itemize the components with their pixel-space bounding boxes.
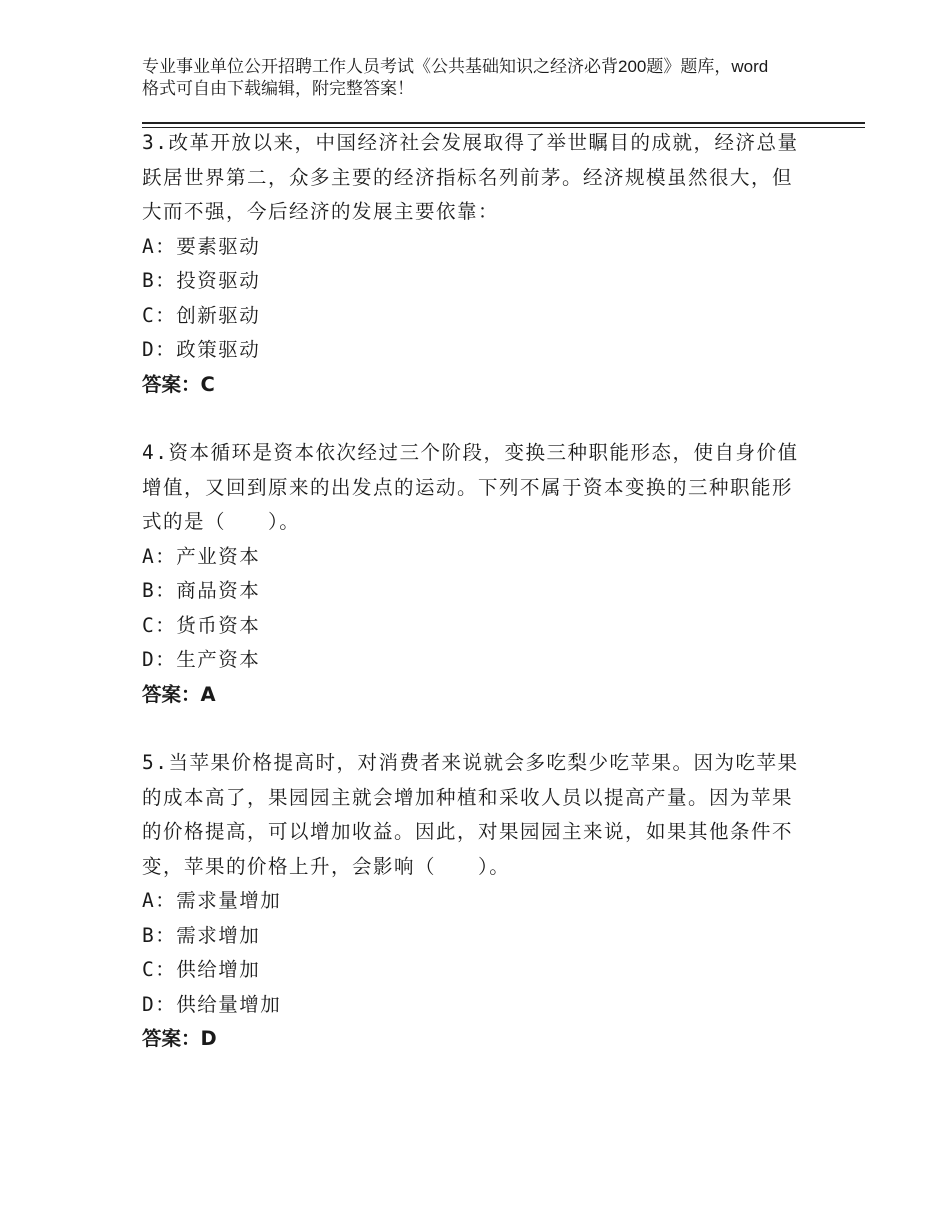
option-c: C：货币资本 [142, 613, 261, 637]
header-divider-thick [142, 122, 865, 124]
option-d: D：生产资本 [142, 648, 261, 671]
option-a: A：要素驱动 [142, 234, 261, 258]
answer-label: 答案：D [142, 1027, 217, 1050]
question-list [142, 126, 802, 1091]
option-list [142, 884, 802, 1022]
option-d: D：供给量增加 [142, 992, 282, 1016]
answer-label: 答案：A [142, 682, 216, 706]
question-stem: 3.改革开放以来，中国经济社会发展取得了举世瞩目的成就，经济总量跃居世界第二，众多主要的经济指标名列前茅。经济规模虽然很大，但大而不强，今后经济的发展主要依靠： [142, 131, 799, 223]
option-c: C：创新驱动 [142, 303, 261, 327]
option-a: A：需求量增加 [142, 889, 282, 912]
question-stem: 4.资本循环是资本依次经过三个阶段，变换三种职能形态，使自身价值增值，又回到原来的出发点的运动。下列不属于资本变换的三种职能形式的是（ ）。 [142, 441, 799, 533]
option-d: D：政策驱动 [142, 338, 261, 361]
question-stem: 5.当苹果价格提高时，对消费者来说就会多吃梨少吃苹果。因为吃苹果的成本高了，果园园主就会增加种植和采收人员以提高产量。因为苹果的价格提高，可以增加收益。因此，对果园园主来说，如果其他条件不变，苹果的价格上升，会影响（ ）。 [142, 751, 799, 878]
option-c: C：供给增加 [142, 958, 261, 981]
question-4 [142, 436, 802, 712]
option-b: B：投资驱动 [142, 269, 261, 292]
document-title: 专业事业单位公开招聘工作人员考试《公共基础知识之经济必背200题》题库，word格式可自由下载编辑，附完整答案！ [142, 57, 769, 98]
document-header [142, 56, 782, 100]
option-list [142, 540, 802, 678]
option-b: B：需求增加 [142, 923, 261, 947]
option-b: B：商品资本 [142, 579, 261, 602]
question-3 [142, 126, 802, 402]
answer-label: 答案：C [142, 372, 215, 396]
option-list [142, 230, 802, 368]
question-5 [142, 746, 802, 1057]
option-a: A：产业资本 [142, 544, 261, 568]
